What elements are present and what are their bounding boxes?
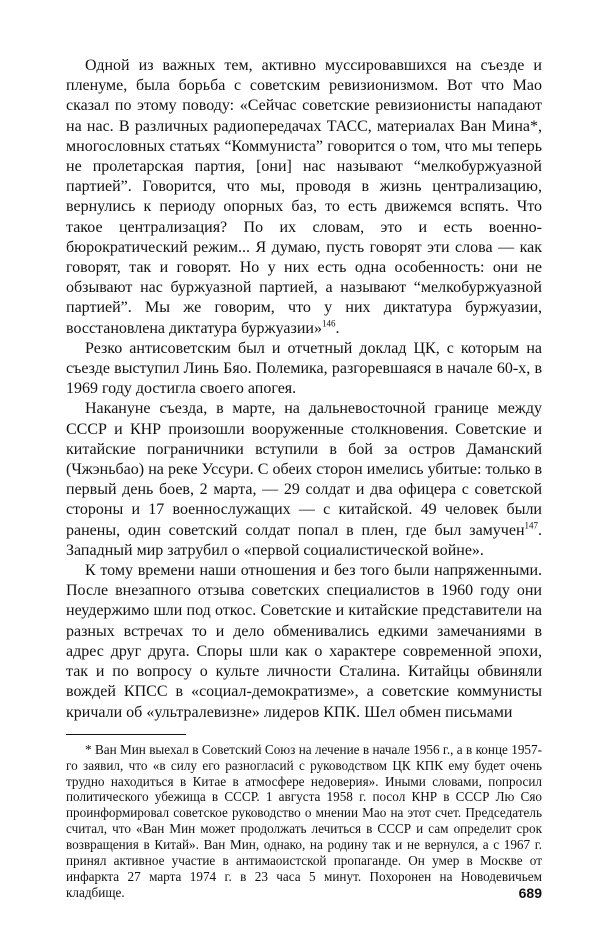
paragraph-lin-biao-report	[66, 339, 542, 400]
paragraph-relations	[66, 561, 542, 723]
paragraph-text: Накануне съезда, в марте, на дальневосточной границе между СССР и КНР произошли вооруженные столкновения. Советские и китайские пограничники вступили в бой за остров Даманский (Чжэньбао) на реке Уссури. С обеих сторон имелись убитые: только в первый день боев, 2 марта, — 29 солдат и два офицера с советской стороны и 17 военнослужащих — с китайской. 49 человек были ранены, один советский солдат попал в плен, где был замучен	[66, 400, 542, 539]
book-page	[66, 56, 542, 901]
page-number: 689	[518, 885, 542, 901]
paragraph-mao-quote	[66, 56, 542, 339]
footnote-wang-ming: * Ван Мин выехал в Советский Союз на лечение в начале 1956 г., а в конце 1957-го заявил, что «в силу его разногласий с руководством ЦК КПК ему будет очень трудно находиться в Китае в атмосфере недоверия». Иными словами, попросил политического убежища в СССР. 1 августа 1958 г. посол КНР в СССР Лю Сяо проинформировал советское руководство о мнении Мао на этот счет. Председатель считал, что «Ван Мин может продолжать лечиться в СССР и сам определит срок возвращения в Китай». Ван Мин, однако, на родину так и не вернулся, а с 1967 г. принял активное участие в антимаоистской пропаганде. Он умер в Москве от инфаркта 27 марта 1974 г. в 23 часа 5 минут. Похоронен на Новодевичьем кладбище.	[66, 741, 542, 900]
paragraph-text: К тому времени наши отношения и без того были напряженными. После внезапного отзыва советских специалистов в 1960 году они неудержимо шли под откос. Советские и китайские представители на разных встречах то и дело обменивались едкими замечаниями в адрес друг друга. Споры шли как о характере современной эпохи, так и по вопросу о культе личности Сталина. Китайцы обвиняли вождей КПСС в «социал-демократизме», а советские коммунисты кричали об «ультралевизне» лидеров КПК. Шел обмен письмами	[66, 562, 542, 721]
paragraph-text: Одной из важных тем, активно муссировавшихся на съезде и пленуме, была борьба с советским ревизионизмом. Вот что Мао сказал по этому поводу: «Сейчас советские ревизионисты нападают на нас. В различных радиопередачах ТАСС, материалах Ван Мина*, многословных статьях “Коммуниста” говорится о том, что мы теперь не пролетарская партия, [они] нас называют “мелкобуржуазной партией”. Говорится, что мы, проводя в жизнь централизацию, вернулись к периоду опорных баз, то есть движемся вспять. Что такое централизация? По их словам, это и есть военно-бюрократический режим... Я думаю, пусть говорят эти слова — как говорят, так и говорят. Но у них есть одна особенность: они не обзывают нас буржуазной партией, а называют “мелкобуржуазной партией”. Мы же говорим, что у них диктатура буржуазии, восстановлена диктатура буржуазии»	[66, 57, 542, 337]
footnote-ref-147: 147	[524, 520, 538, 531]
footnote-divider	[66, 734, 186, 735]
paragraph-tail: . Западный мир затрубил о «первой социалистической войне».	[66, 521, 542, 559]
paragraph-text: Резко антисоветским был и отчетный доклад ЦК, с которым на съезде выступил Линь Бяо. Полемика, разгоревшаяся в начале 60-х, в 1969 году достигла своего апогея.	[66, 339, 542, 398]
paragraph-border-clash	[66, 399, 542, 561]
footnote-ref-146: 146	[321, 318, 336, 329]
paragraph-tail: .	[335, 319, 340, 337]
